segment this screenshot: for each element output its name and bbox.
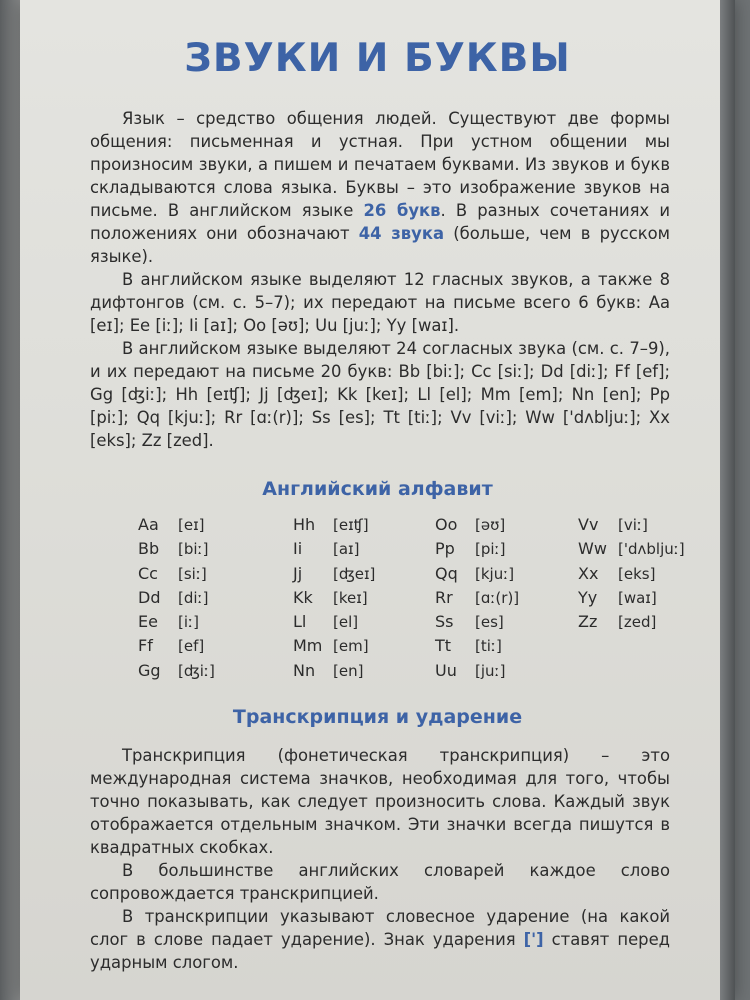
alphabet-entry [435,610,519,634]
alphabet-transcription: [en] [333,661,364,680]
alphabet-letter: Dd [138,587,161,607]
alphabet-column-3 [435,513,519,683]
stress-mark: ['] [523,930,544,949]
alphabet-entry [293,610,375,634]
alphabet-entry [578,586,685,610]
book-spine-shadow [0,0,20,1000]
alphabet-entry [138,513,215,537]
alphabet-letter: Jj [293,563,303,583]
alphabet-letter: Bb [138,539,160,559]
transcription-paragraph-3: В транскрипции указывают словесное ударение (на какой слог в слове падает ударение). Знак ударения ['] ставят перед ударным слогом. [90,907,670,972]
alphabet-entry [293,634,375,658]
alphabet-letter: Aa [138,515,159,534]
alphabet-letter: Oo [435,515,458,534]
book-page [20,0,735,1000]
alphabet-transcription: [ʤiː] [178,661,215,680]
alphabet-letter: Tt [435,636,452,656]
alphabet-transcription: [juː] [475,661,506,680]
alphabet-transcription: [eks] [618,564,656,583]
alphabet-entry [435,586,519,610]
alphabet-transcription: [es] [475,613,504,632]
alphabet-letter: Ww [578,539,607,559]
alphabet-letter: Ii [293,539,303,559]
alphabet-letter: Ff [138,636,153,656]
alphabet-transcription: ['dʌbljuː] [618,540,685,559]
alphabet-entry [293,562,375,586]
alphabet-entry [578,562,685,586]
intro-text [90,107,670,452]
alphabet-letter: Ss [435,612,454,632]
alphabet-transcription: [keɪ] [333,588,368,607]
alphabet-transcription: [waɪ] [618,588,657,607]
alphabet-letter: Ll [293,612,307,632]
alphabet-letter: Ee [138,612,158,632]
alphabet-letter: Yy [578,587,598,607]
transcription-paragraph-2: В большинстве английских словарей каждое слово сопровождается транскрипцией. [90,861,670,903]
alphabet-transcription: [biː] [178,540,209,559]
letters-count: 26 букв [363,201,441,220]
alphabet-transcription: [zed] [618,613,657,632]
transcription-heading: Транскрипция и ударение [232,706,523,728]
alphabet-entry [138,610,215,634]
alphabet-entry [435,634,519,658]
alphabet-entry [293,513,375,537]
transcription-paragraph-1: Транскрипция (фонетическая транскрипция) – это международная система значков, необходимая для того, чтобы точно показывать, как следует произносить слова. Каждый звук отображается отдельным значком. Эти значки всегда пишутся в квадратных скобках. [90,746,670,857]
alphabet-entry [293,586,375,610]
alphabet-column-4 [578,513,685,634]
alphabet-letter: Xx [578,563,599,583]
alphabet-entry [435,513,519,537]
alphabet-entry [138,634,215,658]
alphabet-entry [435,562,519,586]
alphabet-heading: Английский алфавит [262,478,493,500]
alphabet-letter: Vv [578,515,599,534]
alphabet-column-2 [293,513,375,683]
alphabet-transcription: [eɪ] [178,516,205,534]
alphabet-entry [138,537,215,561]
alphabet-transcription: [tiː] [475,637,502,656]
page-edge-shadow [720,0,735,1000]
alphabet-transcription: [siː] [178,564,207,583]
alphabet-transcription: [ʤeɪ] [333,564,376,583]
alphabet-transcription: [eɪʧ] [333,516,369,534]
alphabet-entry [138,659,215,683]
alphabet-entry [435,537,519,561]
alphabet-transcription: [viː] [618,516,648,534]
alphabet-letter: Mm [293,636,323,656]
alphabet-transcription: [ɑː(r)] [475,588,520,607]
alphabet-entry [138,586,215,610]
alphabet-entry [578,513,685,537]
alphabet-letter: Cc [138,563,158,583]
alphabet-transcription: [el] [333,613,359,632]
alphabet-letter: Pp [435,539,455,559]
alphabet-entry [293,659,375,683]
alphabet-entry [578,537,685,561]
alphabet-letter: Qq [435,563,458,583]
alphabet-entry [435,659,519,683]
alphabet-transcription: [ef] [178,637,205,656]
alphabet-entry [578,610,685,634]
page-title: ЗВУКИ И БУКВЫ [184,36,571,81]
alphabet-letter: Uu [435,660,457,680]
intro-paragraph-vowels: В английском языке выделяют 12 гласных звуков, а также 8 дифтонгов (см. с. 5–7); их передают на письме всего 6 букв: Aa [eɪ]; Ee [iː]; Ii [aɪ]; Oo [əʊ]; Uu [juː]; Yy [waɪ]. [90,270,670,335]
transcription-text [90,744,670,974]
alphabet-transcription: [kjuː] [475,564,515,583]
alphabet-table [138,513,698,693]
alphabet-transcription: [diː] [178,588,209,607]
alphabet-column-1 [138,513,215,683]
alphabet-letter: Nn [293,660,316,680]
alphabet-letter: Gg [138,660,161,680]
alphabet-transcription: [aɪ] [333,540,360,559]
sounds-count: 44 звука [358,224,445,243]
intro-paragraph-1: Язык – средство общения людей. Существуют две формы общения: письменная и устная. При устном общении мы произносим звуки, а пишем и печатаем буквами. Из звуков и букв складываются слова языка. Буквы – это изображение звуков на письме. В английском языке 26 букв. В разных сочетаниях и положениях они обозначают 44 звука (больше, чем в русском языке). [90,109,671,266]
alphabet-entry [138,562,215,586]
alphabet-transcription: [əʊ] [475,516,506,534]
alphabet-transcription: [em] [333,637,369,656]
alphabet-letter: Rr [435,587,453,607]
alphabet-entry [293,537,375,561]
alphabet-transcription: [iː] [178,613,199,632]
alphabet-transcription: [piː] [475,540,506,559]
alphabet-letter: Kk [293,587,313,607]
intro-paragraph-consonants: В английском языке выделяют 24 согласных звука (см. с. 7–9), и их передают на письме 20 букв: Bb [biː]; Cc [siː]; Dd [diː]; Ff [ef]; Gg [ʤiː]; Hh [eɪʧ]; Jj [ʤeɪ]; Kk [keɪ]; Ll [el]; Mm [em]; Nn [en]; Pp [piː]; Qq [kjuː]; Rr [ɑː(r)]; Ss [es]; Tt [tiː]; Vv [viː]; Ww ['dʌbljuː]; Xx [eks]; Zz [zed]. [90,339,670,450]
alphabet-letter: Hh [293,515,316,534]
alphabet-letter: Zz [578,612,598,632]
